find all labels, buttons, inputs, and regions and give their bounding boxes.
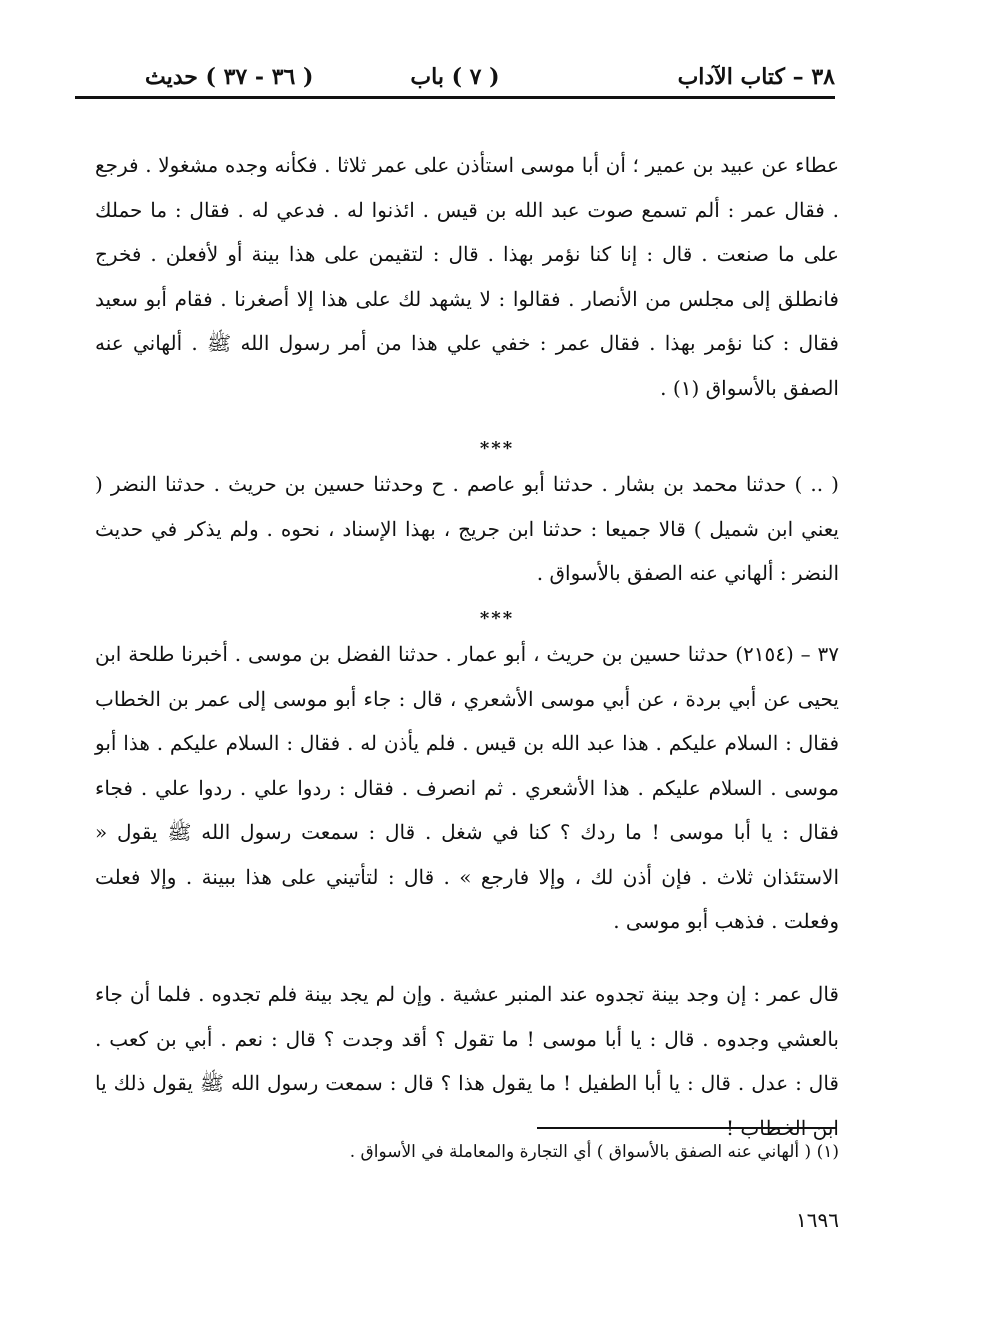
text-block-3	[95, 632, 839, 944]
paragraph-isnad: ( .. ) حدثنا محمد بن بشار . حدثنا أبو عاصم . ح وحدثنا حسين بن حريث . حدثنا النضر ( يعني ابن شميل ) قالا جميعا : حدثنا ابن جريج ، بهذا الإسناد ، نحوه . ولم يذكر في حديث النضر : ألهاني عنه الصفق بالأسواق .	[95, 472, 839, 585]
text-block-2	[95, 462, 839, 596]
section-label: ( ٧ ) باب	[410, 64, 500, 90]
page-number: ١٦٩٦	[796, 1208, 839, 1232]
hadith-range: ( ٣٦ - ٣٧ ) حديث	[145, 64, 314, 90]
footnote-rule	[537, 1127, 837, 1129]
text-block-4	[95, 972, 839, 1150]
header-rule	[75, 96, 835, 99]
paragraph-narration-1: عطاء عن عبيد بن عمير ؛ أن أبا موسى استأذن على عمر ثلاثا . فكأنه وجده مشغولا . فرجع . فقال عمر : ألم تسمع صوت عبد الله بن قيس . ائذنوا له . فدعي له . فقال : ما حملك على ما صنعت . قال : إنا كنا نؤمر بهذا . قال : لتقيمن على هذا بينة أو لأفعلن . فخرج فانطلق إلى مجلس من الأنصار . فقالوا : لا يشهد لك على هذا إلا أصغرنا . فقام أبو سعيد فقال : كنا نؤمر بهذا . فقال عمر : خفي علي هذا من أمر رسول الله ﷺ . ألهاني عنه الصفق بالأسواق (١) .	[95, 153, 839, 400]
page-header	[75, 58, 835, 94]
separator-stars-1: ***	[479, 438, 515, 459]
text-block-1	[95, 143, 839, 410]
footnote: (١) ( ألهاني عنه الصفق بالأسواق ) أي التجارة والمعاملة في الأسواق .	[349, 1142, 839, 1162]
paragraph-hadith-37: ٣٧ – (٢١٥٤) حدثنا حسين بن حريث ، أبو عمار . حدثنا الفضل بن موسى . أخبرنا طلحة ابن يحيى عن أبي بردة ، عن أبي موسى الأشعري ، قال : جاء أبو موسى إلى عمر بن الخطاب فقال : السلام عليكم . هذا عبد الله بن قيس . فلم يأذن له . فقال : السلام عليكم . هذا أبو موسى . السلام عليكم . هذا الأشعري . ثم انصرف . فقال : ردوا علي . ردوا علي . فجاء فقال : يا أبا موسى ! ما ردك ؟ كنا في شغل . قال : سمعت رسول الله ﷺ يقول « الاستئذان ثلاث . فإن أذن لك ، وإلا فارجع » . قال : لتأتيني على هذا ببينة . وإلا فعلت وفعلت . فذهب أبو موسى .	[95, 642, 839, 933]
chapter-title: ٣٨ – كتاب الآداب	[677, 64, 835, 90]
paragraph-hadith-37-cont: قال عمر : إن وجد بينة تجدوه عند المنبر عشية . وإن لم يجد بينة فلم تجدوه . فلما أن جاء بالعشي وجدوه . قال : يا أبا موسى ! ما تقول ؟ أقد وجدت ؟ قال : نعم . أبي بن كعب . قال : عدل . قال : يا أبا الطفيل ! ما يقول هذا ؟ قال : سمعت رسول الله ﷺ يقول ذلك يا ابن الخطاب !	[95, 982, 839, 1140]
separator-stars-2: ***	[479, 608, 515, 629]
